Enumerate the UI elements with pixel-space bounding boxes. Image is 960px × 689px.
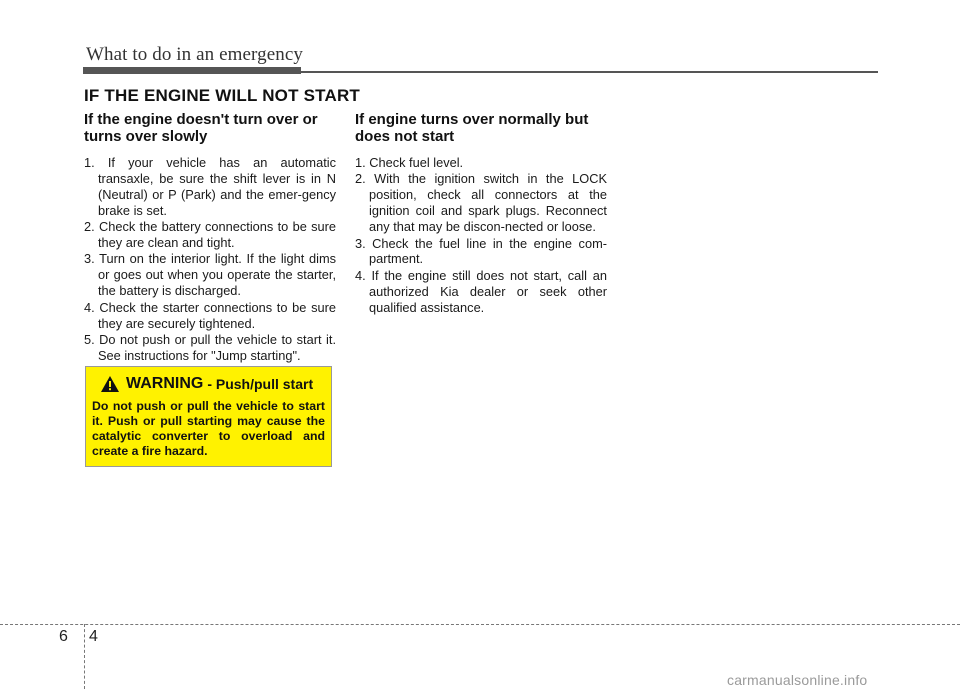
warning-subtitle: - Push/pull start	[207, 376, 314, 392]
list-item: 1. If your vehicle has an automatic transaxle, be sure the shift lever is in N (Neutral) or P (Park) and the emer-gency brake is set.	[84, 155, 336, 218]
list-item: 1. Check fuel level.	[355, 155, 464, 170]
list-item: 2. With the ignition switch in the LOCK position, check all connectors at the ignition coil and spark plugs. Reconnect any that may be discon-nected or loose.	[355, 171, 607, 235]
list-item: 4. Check the starter connections to be sure they are securely tightened.	[84, 299, 336, 331]
warning-word: WARNING	[126, 375, 204, 392]
watermark: carmanualsonline.info	[727, 672, 868, 688]
left-heading: If the engine doesn't turn over or turns over slowly	[84, 111, 318, 145]
chapter-title: What to do in an emergency	[86, 44, 303, 65]
right-heading: If engine turns over normally but does not start	[355, 111, 589, 145]
list-item: 2. Check the battery connections to be sure they are clean and tight.	[84, 219, 336, 251]
list-item: 3. Check the fuel line in the engine com-partment.	[355, 235, 607, 267]
list-item: 5. Do not push or pull the vehicle to start it. See instructions for "Jump starting".	[84, 331, 336, 363]
right-column	[355, 111, 607, 316]
warning-body: Do not push or pull the vehicle to start it. Push or pull starting may cause the catalytic converter to overload and create a fire hazard.	[92, 399, 325, 458]
warning-triangle-icon	[100, 375, 120, 393]
chapter-number: 6	[59, 628, 68, 645]
warning-header	[100, 373, 325, 395]
footer-divider	[84, 624, 85, 689]
list-item: 3. Turn on the interior light. If the light dims or goes out when you operate the starter, the battery is discharged.	[84, 251, 336, 299]
list-item: 4. If the engine still does not start, call an authorized Kia dealer or seek other qualified assistance.	[355, 267, 607, 315]
left-steps-list	[84, 155, 336, 364]
footer-rule	[0, 624, 960, 625]
right-steps-list	[355, 155, 607, 316]
warning-box	[85, 366, 332, 467]
page-number: 4	[89, 628, 98, 645]
section-title: IF THE ENGINE WILL NOT START	[84, 86, 361, 105]
header-rule	[83, 71, 878, 73]
left-column	[84, 111, 336, 364]
